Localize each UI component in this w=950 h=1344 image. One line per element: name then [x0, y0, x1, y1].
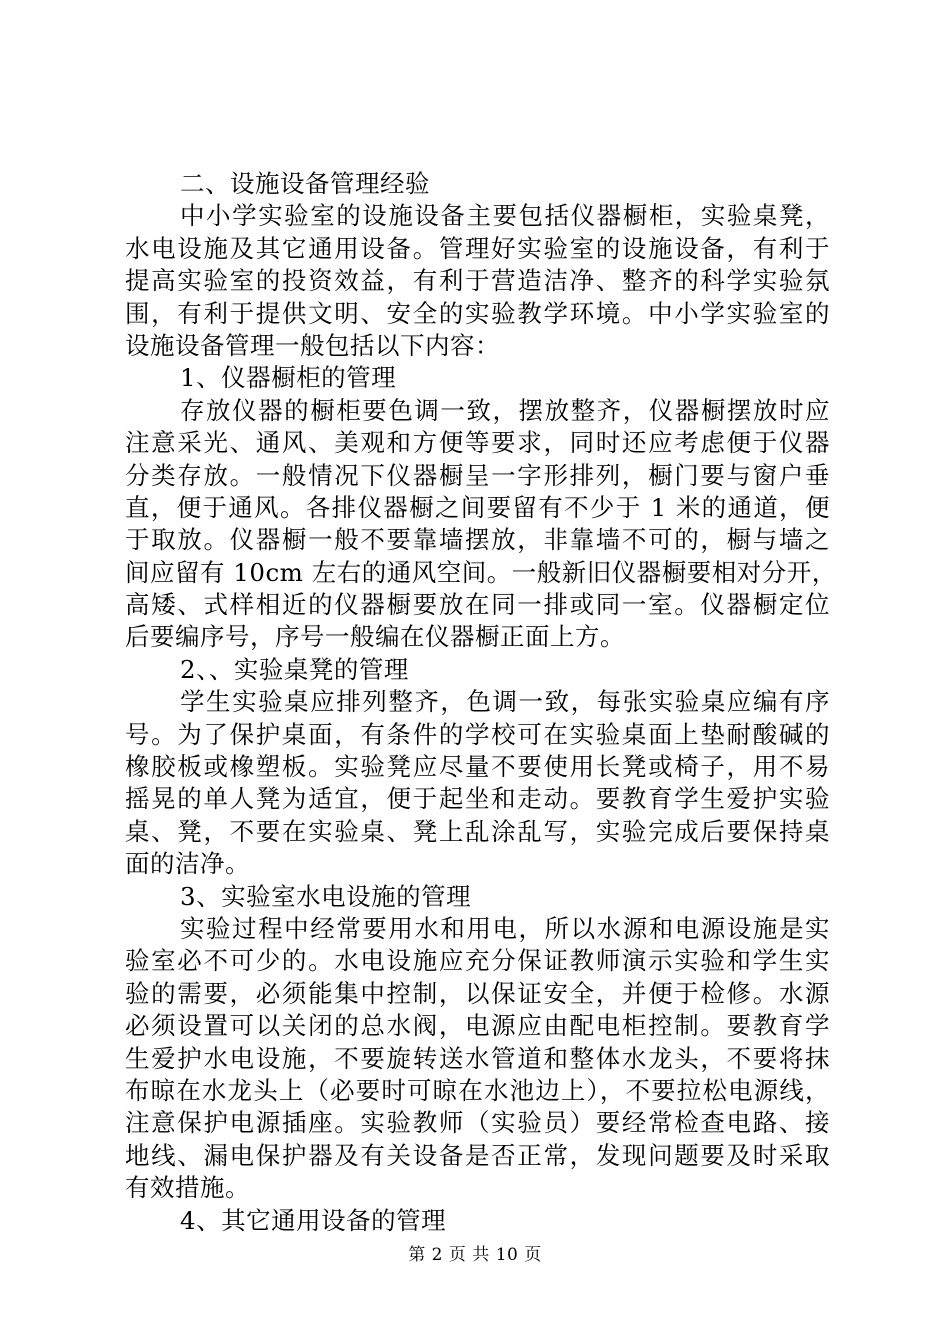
paragraph-line: 后要编序号，序号一般编在仪器橱正面上方。: [125, 622, 625, 652]
paragraph-line: 高矮、式样相近的仪器橱要放在同一排或同一室。仪器橱定位: [125, 590, 830, 620]
paragraph-line: 验的需要，必须能集中控制，以保证安全，并便于检修。水源: [125, 978, 830, 1008]
paragraph-line: 地线、漏电保护器及有关设备是否正常，发现问题要及时采取: [125, 1140, 830, 1170]
paragraph-line: 验室必不可少的。水电设施应充分保证教师演示实验和学生实: [125, 946, 830, 976]
paragraph-line: 水电设施及其它通用设备。管理好实验室的设施设备，有利于: [125, 233, 830, 263]
subsection-heading: 3、实验室水电设施的管理: [180, 881, 472, 911]
paragraph-line: 摇晃的单人凳为适宜，便于起坐和走动。要教育学生爱护实验: [125, 784, 830, 814]
paragraph-line: 围，有利于提供文明、安全的实验教学环境。中小学实验室的: [125, 298, 830, 328]
paragraph-line: 中小学实验室的设施设备主要包括仪器橱柜，实验桌凳，: [180, 201, 830, 231]
paragraph-line: 实验过程中经常要用水和用电，所以水源和电源设施是实: [180, 913, 830, 943]
document-body: [125, 168, 837, 1237]
paragraph-line: 橡胶板或橡塑板。实验凳应尽量不要使用长凳或椅子，用不易: [125, 752, 830, 782]
page-footer: [0, 1240, 950, 1265]
paragraph-line: 分类存放。一般情况下仪器橱呈一字形排列，橱门要与窗户垂: [125, 460, 830, 490]
paragraph-line: 生爱护水电设施，不要旋转送水管道和整体水龙头，不要将抹: [125, 1043, 830, 1073]
section-heading: 二、设施设备管理经验: [180, 169, 430, 198]
paragraph-line: 提高实验室的投资效益，有利于营造洁净、整齐的科学实验氛: [125, 266, 830, 296]
subsection-heading: 1、仪器橱柜的管理: [180, 363, 397, 393]
paragraph-line: 学生实验桌应排列整齐，色调一致，每张实验桌应编有序: [180, 687, 830, 717]
paragraph-line: 注意采光、通风、美观和方便等要求，同时还应考虑便于仪器: [125, 428, 830, 458]
paragraph-line: 必须设置可以关闭的总水阀，电源应由配电柜控制。要教育学: [125, 1011, 830, 1041]
paragraph-line: 有效措施。: [125, 1173, 250, 1203]
paragraph-line: 桌、凳，不要在实验桌、凳上乱涂乱写，实验完成后要保持桌: [125, 816, 830, 846]
paragraph-line: 注意保护电源插座。实验教师（实验员）要经常检查电路、接: [125, 1108, 830, 1138]
paragraph-line: 面的洁净。: [125, 849, 250, 879]
page-number-label: 第 2 页 共 10 页: [408, 1245, 542, 1265]
subsection-heading: 2、、实验桌凳的管理: [180, 654, 409, 684]
paragraph-line: 存放仪器的橱柜要色调一致，摆放整齐，仪器橱摆放时应: [180, 395, 830, 425]
paragraph-line: 设施设备管理一般包括以下内容：: [125, 330, 500, 360]
paragraph-line: 于取放。仪器橱一般不要靠墙摆放，非靠墙不可的，橱与墙之: [125, 525, 830, 555]
paragraph-line: 布晾在水龙头上（必要时可晾在水池边上），不要拉松电源线，: [125, 1075, 830, 1105]
paragraph-line: 号。为了保护桌面，有条件的学校可在实验桌面上垫耐酸碱的: [125, 719, 830, 749]
paragraph-line: 间应留有 10cm 左右的通风空间。一般新旧仪器橱要相对分开，: [125, 557, 837, 587]
subsection-heading: 4、其它通用设备的管理: [180, 1205, 447, 1235]
paragraph-line: 直，便于通风。各排仪器橱之间要留有不少于 1 米的通道，便: [125, 492, 830, 522]
